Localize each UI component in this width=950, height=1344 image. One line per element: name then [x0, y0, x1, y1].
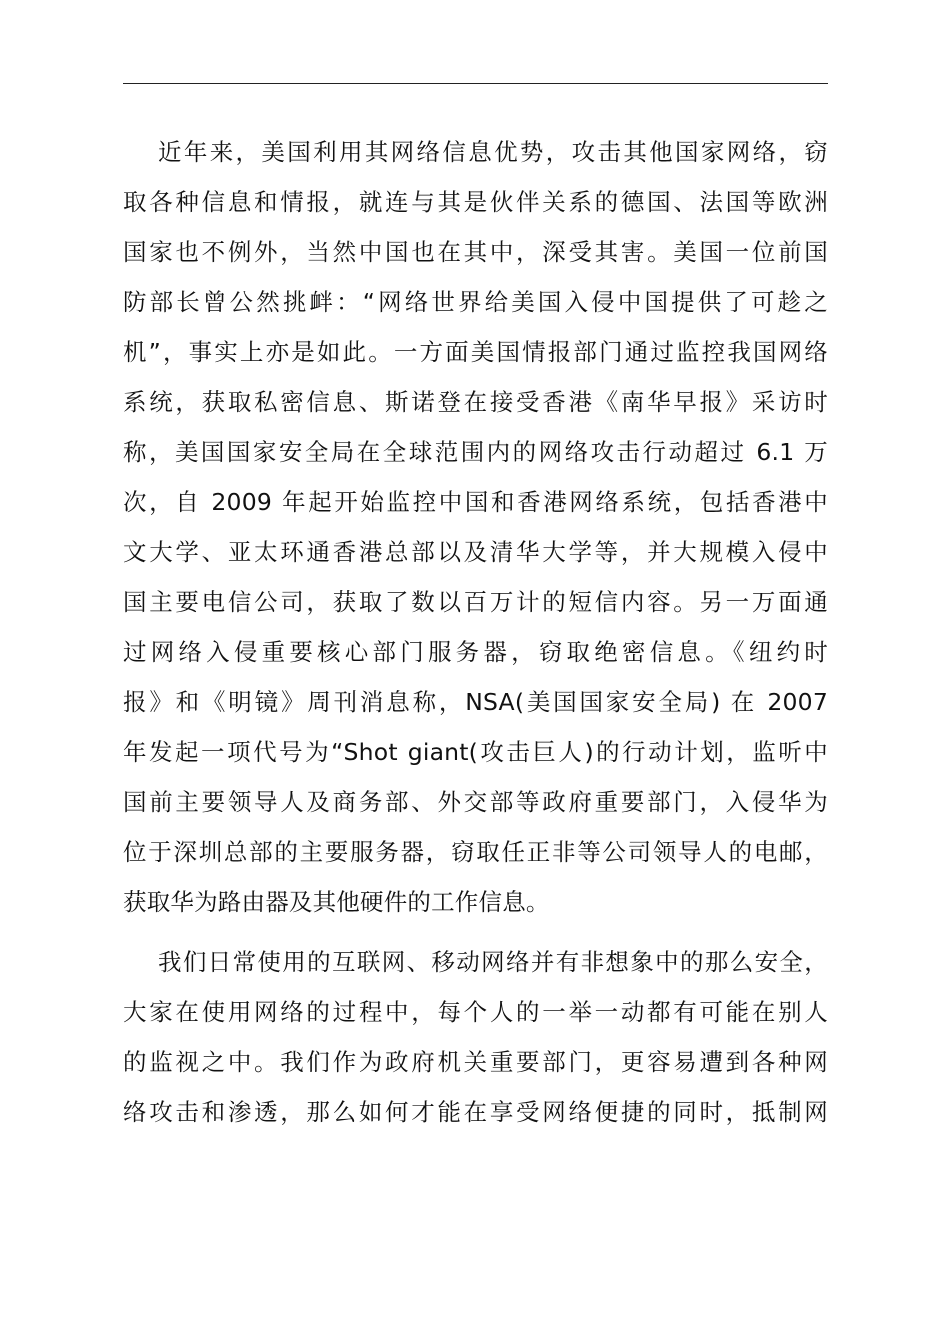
paragraph-line: 近年来，美国利用其网络信息优势，攻击其他国家网络，窃: [158, 138, 828, 166]
paragraph-line: 络攻击和渗透，那么如何才能在享受网络便捷的同时，抵制网: [123, 1098, 828, 1126]
paragraph-line: 的监视之中。我们作为政府机关重要部门，更容易遭到各种网: [123, 1048, 828, 1076]
paragraph-line: 国前主要领导人及商务部、外交部等政府重要部门，入侵华为: [123, 788, 828, 816]
paragraph-line: 国主要电信公司，获取了数以百万计的短信内容。另一万面通: [123, 588, 828, 616]
paragraph-line: 称，美国国家安全局在全球范围内的网络攻击行动超过 6.1 万: [123, 438, 828, 466]
paragraph-1: [123, 127, 828, 927]
paragraph-line: 大家在使用网络的过程中，每个人的一举一动都有可能在别人: [123, 998, 828, 1026]
paragraph-line: 获取华为路由器及其他硬件的工作信息。: [123, 888, 550, 916]
paragraph-line: 取各种信息和情报，就连与其是伙伴关系的德国、法国等欧洲: [123, 188, 828, 216]
paragraph-line: 次，自 2009 年起开始监控中国和香港网络系统，包括香港中: [123, 488, 828, 516]
paragraph-line: 报》和《明镜》周刊消息称，NSA(美国国家安全局) 在 2007: [123, 688, 828, 716]
paragraph-line: 系统，获取私密信息、斯诺登在接受香港《南华早报》采访时: [123, 388, 828, 416]
paragraph-2: [123, 937, 828, 1137]
paragraph-line: 机”，事实上亦是如此。一方面美国情报部门通过监控我国网络: [123, 338, 828, 366]
paragraph-line: 过网络入侵重要核心部门服务器，窃取绝密信息。《纽约时: [123, 638, 828, 666]
paragraph-line: 年发起一项代号为“Shot giant(攻击巨人)的行动计划，监听中: [123, 738, 828, 766]
paragraph-line: 位于深圳总部的主要服务器，窃取任正非等公司领导人的电邮，: [123, 838, 828, 866]
paragraph-line: 文大学、亚太环通香港总部以及清华大学等，并大规模入侵中: [123, 538, 828, 566]
paragraph-line: 国家也不例外，当然中国也在其中，深受其害。美国一位前国: [123, 238, 828, 266]
paragraph-line: 防部长曾公然挑衅：“网络世界给美国入侵中国提供了可趁之: [123, 288, 828, 316]
paragraph-line: 我们日常使用的互联网、移动网络并有非想象中的那么安全，: [158, 948, 828, 976]
header-rule: [123, 83, 828, 84]
